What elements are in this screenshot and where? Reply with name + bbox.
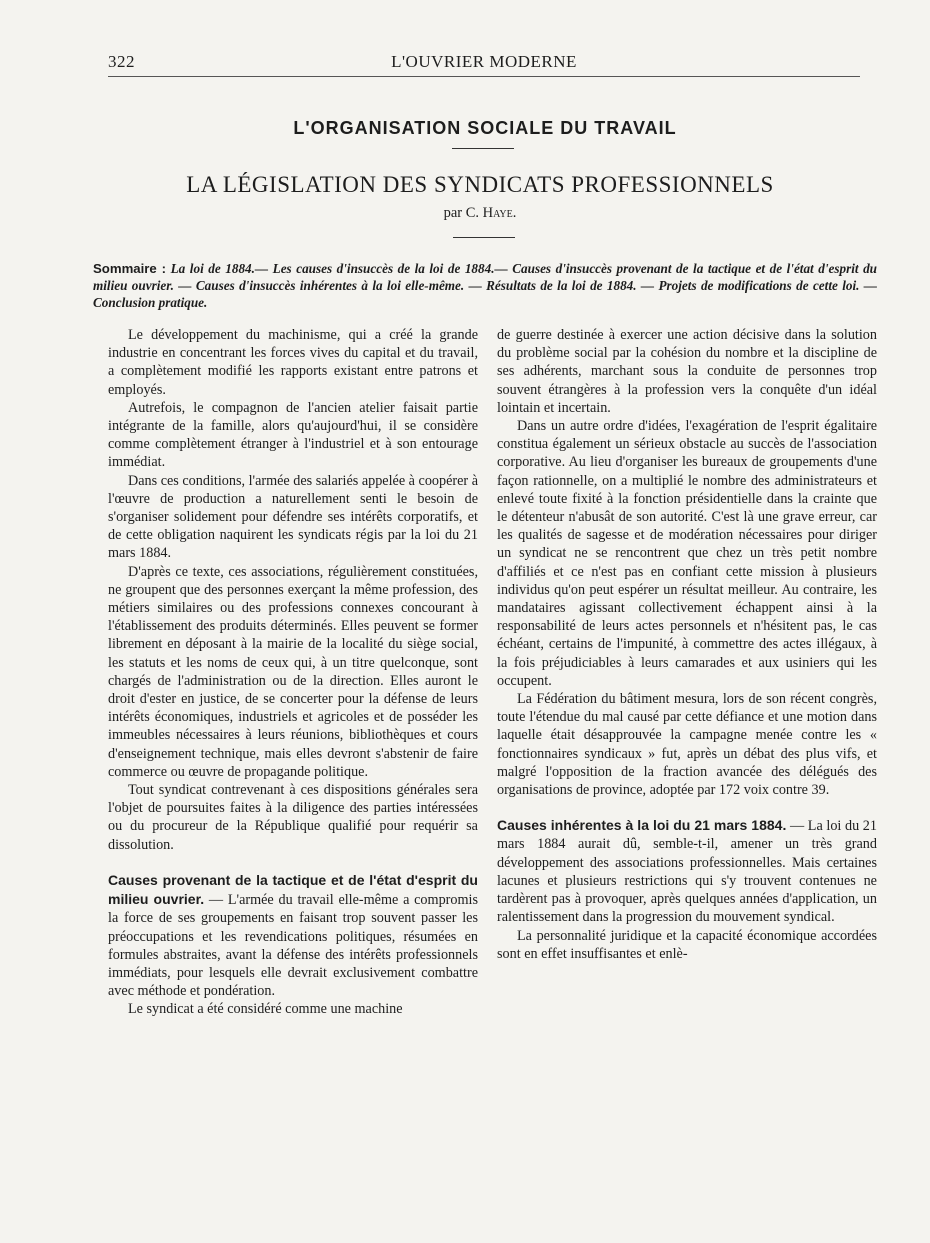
byline-prefix: par C. <box>443 205 480 221</box>
section-divider <box>452 148 514 149</box>
paragraph: Dans ces conditions, l'armée des salariés appelée à coopérer à l'œuvre de production a naturellement senti le besoin de s'organiser solidement pour défendre ses intérêts corporatifs, et de cette obligation naquirent les syndicats régis par la loi du 21 mars 1884. <box>108 472 478 562</box>
left-column <box>108 326 478 1019</box>
section-body: — La loi du 21 mars 1884 aurait dû, semble-t-il, amener un très grand développement des associations professionnelles. Mais certaines lacunes et plusieurs restrictions qui s'y trouvent contenues ne tardèrent pas à provoquer, après quelques années d'application, un ralentissement dans la progression du mouvement syndical. <box>497 818 877 926</box>
paragraph: La Fédération du bâtiment mesura, lors de son récent congrès, toute l'étendue du mal causé par cette défiance et une motion dans laquelle était désapprouvée la campagne menée contre les « fonctionnaires syndicaux » fut, après un débat des plus vifs, et malgré l'opposition de la fraction avancée des délégués des organisations de province, adoptée par 172 voix contre 39. <box>497 691 877 799</box>
section-paragraph <box>108 871 478 1000</box>
section-heading: Causes provenant de la tactique et de l'état d'esprit du milieu ouvrier. <box>108 871 478 908</box>
journal-title: L'OUVRIER MODERNE <box>391 52 577 71</box>
paragraph: Le développement du machinisme, qui a créé la grande industrie en concentrant les forces vives du capital et du travail, a complètement modifié les rapports existant entre patrons et employés. <box>108 327 478 398</box>
paragraph: La personnalité juridique et la capacité économique accordées sont en effet insuffisantes et enlè- <box>497 927 877 962</box>
section-body: — L'armée du travail elle-même a compromis la force de ses groupements en faisant trop souvent passer les préoccupations et les revendications politiques, résumées en formules abstraites, avant la défense des intérêts professionnels immédiats, pour lesquels elle devrait exclusivement combattre avec méthode et pondération. <box>108 892 478 1000</box>
page-number: 322 <box>108 52 135 71</box>
paragraph: Tout syndicat contrevenant à ces dispositions générales sera l'objet de poursuites faites à la diligence des parties intéressées ou du procureur de la République qualifié pour requérir sa dissolution. <box>108 782 478 853</box>
section-heading: Causes inhérentes à la loi du 21 mars 1884. <box>497 817 787 834</box>
paragraph: de guerre destinée à exercer une action décisive dans la solution du problème social par la cohésion du nombre et la discipline de ses adhérents, marchant sous la conduite de personnes trop souvent étrangères à la profession vers la conquête d'un idéal lointain et incertain. <box>497 327 877 416</box>
running-head <box>108 52 860 77</box>
article-title: LA LÉGISLATION DES SYNDICATS PROFESSIONNELS <box>186 172 774 197</box>
right-column <box>497 326 877 963</box>
summary-text: La loi de 1884.— Les causes d'insuccès de la loi de 1884.— Causes d'insuccès provenant de la tactique et de l'état d'esprit du milieu ouvrier. — Causes d'insuccès inhérentes à la loi elle-même. — Résultats de la loi de 1884. — Projets de modifications de cette loi. — Conclusion pratique. <box>93 261 878 310</box>
title-divider <box>453 237 515 238</box>
paragraph: Le syndicat a été considéré comme une machine <box>128 1001 403 1018</box>
author-name: Haye. <box>482 205 517 221</box>
paragraph: Autrefois, le compagnon de l'ancien atelier faisait partie intégrante de la famille, alors qu'aujourd'hui, il se considère comme complètement étranger à l'industriel et à son entourage immédiat. <box>108 399 478 471</box>
paragraph: Dans un autre ordre d'idées, l'exagération de l'esprit égalitaire constitua également un sérieux obstacle au succès de l'association corporative. Au lieu d'organiser les bureaux de groupements d'une façon rationnelle, on a multiplié le nombre des administrateurs et enlevé toute fixité à la fonction présidentielle dans la crainte que le détenteur n'abusât de son autorité. C'est là une grave erreur, car les qualités de sagesse et de modération nécessaires pour diriger un syndicat ne se rencontrent que chez un très petit nombre d'affiliés et ce n'est pas en confiant cette mission à plusieurs individus qu'on peut espérer un résultat meilleur. Au contraire, les mandataires agissant collectivement échappent ainsi à la responsabilité de leurs actes personnels et n'hésitent pas, le cas échéant, certains de l'impunité, à commettre des actes illégaux, à la fois préjudiciables à leurs camarades et aux usiniers qui les occupent. <box>497 418 877 689</box>
summary-lead: Sommaire : <box>93 261 167 276</box>
paragraph: D'après ce texte, ces associations, régulièrement constituées, ne groupent que des personnes exerçant la même profession, des métiers similaires ou des professions connexes concourant à l'établissement des produits déterminés. Elles peuvent se former librement en déposant à la mairie de la localité du siège social, les statuts et les noms de ceux qui, à un titre quelconque, sont chargés de l'administration ou de la direction. Elles auront le droit d'ester en justice, de se concerter pour la défense de leurs intérêts économiques, industriels et agricoles et de posséder les immeubles nécessaires à leurs réunions, bibliothèques et cours d'enseignement technique, mais elles devront s'abstenir de faire commerce ou œuvre de propagande politique. <box>108 563 478 780</box>
byline <box>0 205 930 222</box>
section-title: L'ORGANISATION SOCIALE DU TRAVAIL <box>293 118 677 138</box>
summary <box>93 260 877 311</box>
section-paragraph <box>497 816 877 926</box>
